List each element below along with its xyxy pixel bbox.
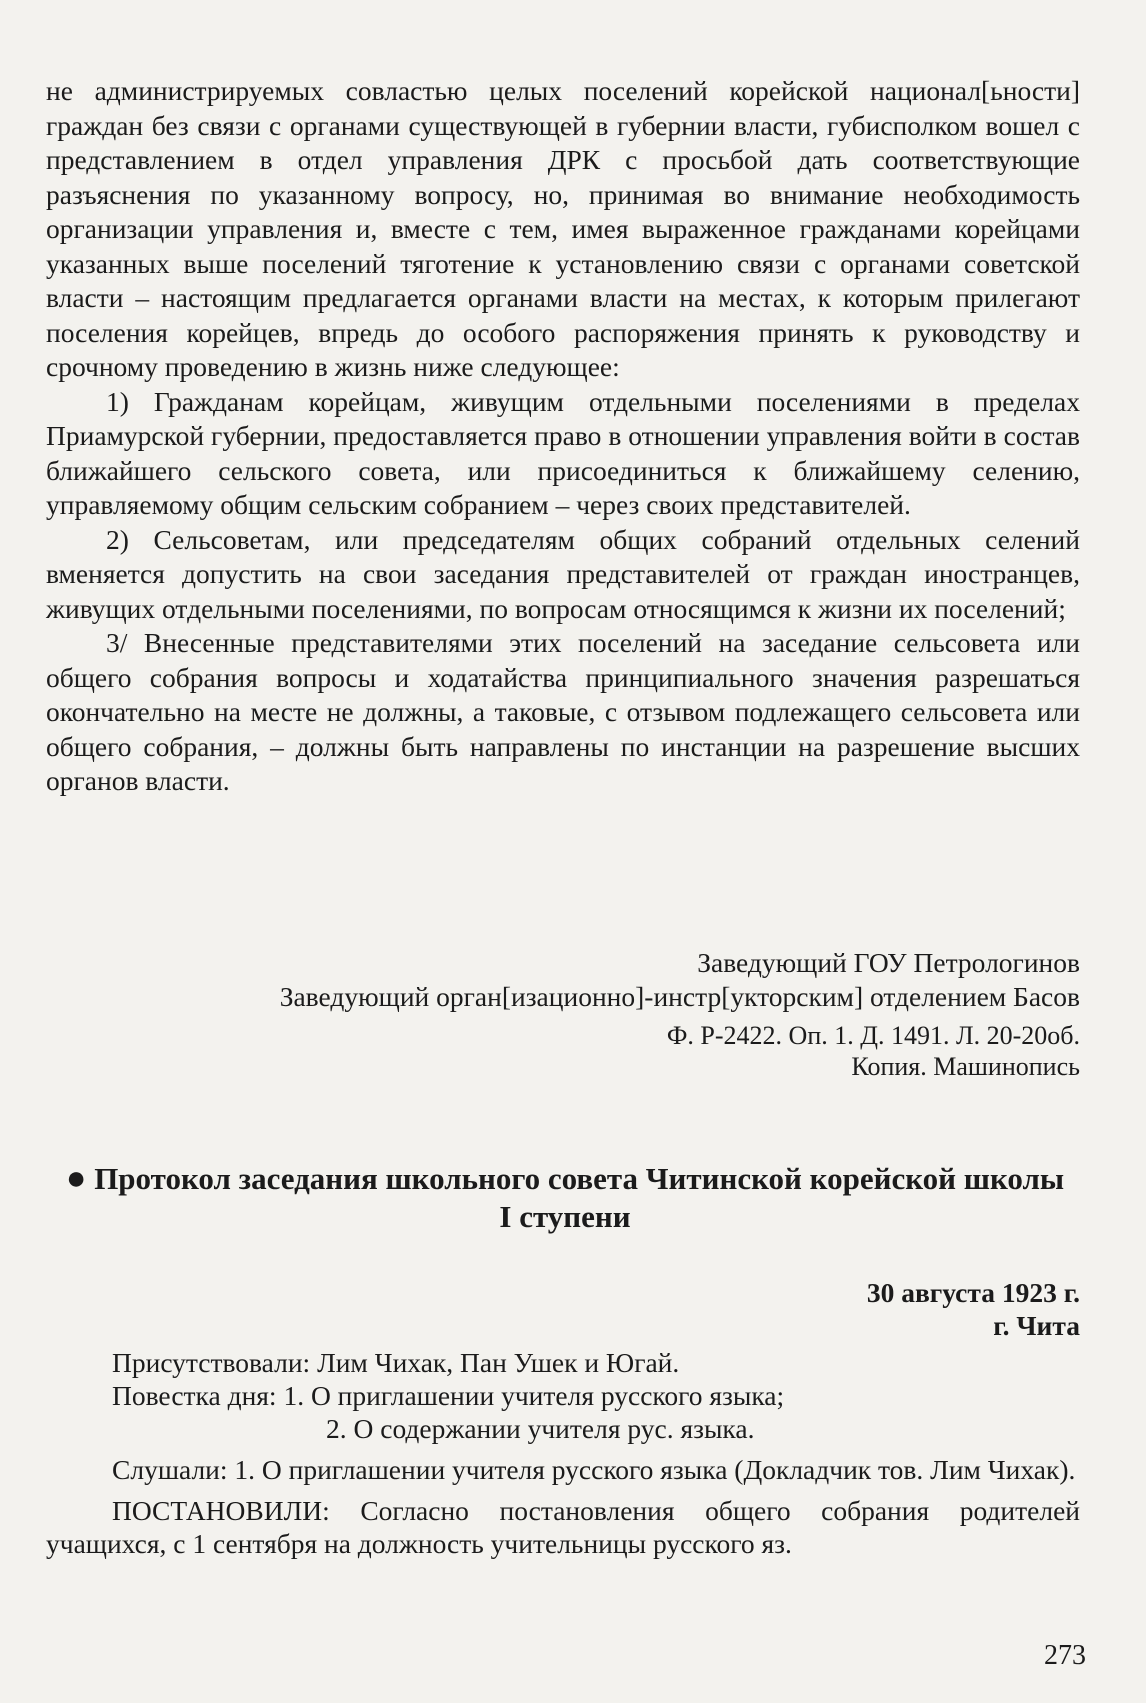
letter-paragraph: 3/ Внесенные представителями этих поселений на заседание сельсовета или общего собрания вопросы и ходатайства принципиального значения разрешаться окончательно на месте не должны, а таковые, с отзывом подлежащего сельсовета или общего собрания, – должны быть направлены по инстанции на разрешение высших органов власти. — [46, 627, 1080, 796]
protocol-date: 30 августа 1923 г. — [866, 1277, 1080, 1308]
letter-paragraph: 1) Гражданам корейцам, живущим отдельными поселениями в пределах Приамурской губернии, предоставляется право в отношении управления войти в состав ближайшего сельского совета, или присоединиться к ближайшему селению, управляемому общим сельским собранием – через своих представителей. — [46, 385, 1080, 520]
copy-note: Копия. Машинопись — [851, 1052, 1080, 1081]
heard-line: Слушали: 1. О приглашении учителя русского языка (Докладчик тов. Лим Чихак). — [112, 1454, 1076, 1485]
letter-paragraph: 2) Сельсоветам, или председателям общих собраний отдельных селений вменяется допустить на свои заседания представителей от граждан иностранцев, живущих отдельными поселениями, по вопросам относящимся к жизни их поселений; — [46, 523, 1080, 624]
protocol-date-place — [46, 1276, 1080, 1342]
signatures — [46, 946, 1080, 1082]
protocol-minutes — [46, 1346, 1080, 1560]
letter-paragraph: не администрируемых совластью целых поселений корейской национал[ьности] граждан без связи с органами существующей в губернии власти, губисполком вошел с представлением в отдел управления ДРК с просьбой дать соответствующие разъяснения по указанному вопросу, но, принимая во внимание необходимость организации управления и, вместе с тем, имея выраженное гражданами корейцами указанных выше поселений тяготение к установлению связи с органами советской власти – настоящим предлагается органами власти на местах, к которым прилегают поселения корейцев, впредь до особого распоряжения принять к руководству и срочному проведению в жизнь ниже следующее: — [46, 75, 1080, 382]
archive-source: Ф. Р-2422. Оп. 1. Д. 1491. Л. 20-20об. — [666, 1021, 1080, 1050]
bullet-icon: ● — [65, 1160, 87, 1197]
present-line: Присутствовали: Лим Чихак, Пан Ушек и Югай. — [112, 1347, 680, 1378]
agenda-item: Повестка дня: 1. О приглашении учителя русского языка; — [112, 1380, 785, 1411]
signature-line: Заведующий орган[изационно]-инстр[укторским] отделением Басов — [279, 981, 1080, 1012]
signature-line: Заведующий ГОУ Петрологинов — [697, 947, 1080, 978]
protocol-place: г. Чита — [993, 1310, 1080, 1341]
letter-body — [46, 74, 1080, 799]
protocol-title-text: Протокол заседания школьного совета Читинской корейской школы I ступени — [94, 1161, 1065, 1234]
agenda-item: 2. О содержании учителя рус. языка. — [326, 1413, 755, 1444]
resolved-line: ПОСТАНОВИЛИ: Согласно постановления общего собрания родителей учащихся, с 1 сентября на должность учительницы русского яз. — [46, 1495, 1080, 1559]
protocol-title — [60, 1160, 1070, 1236]
page-number: 273 — [1044, 1640, 1086, 1671]
